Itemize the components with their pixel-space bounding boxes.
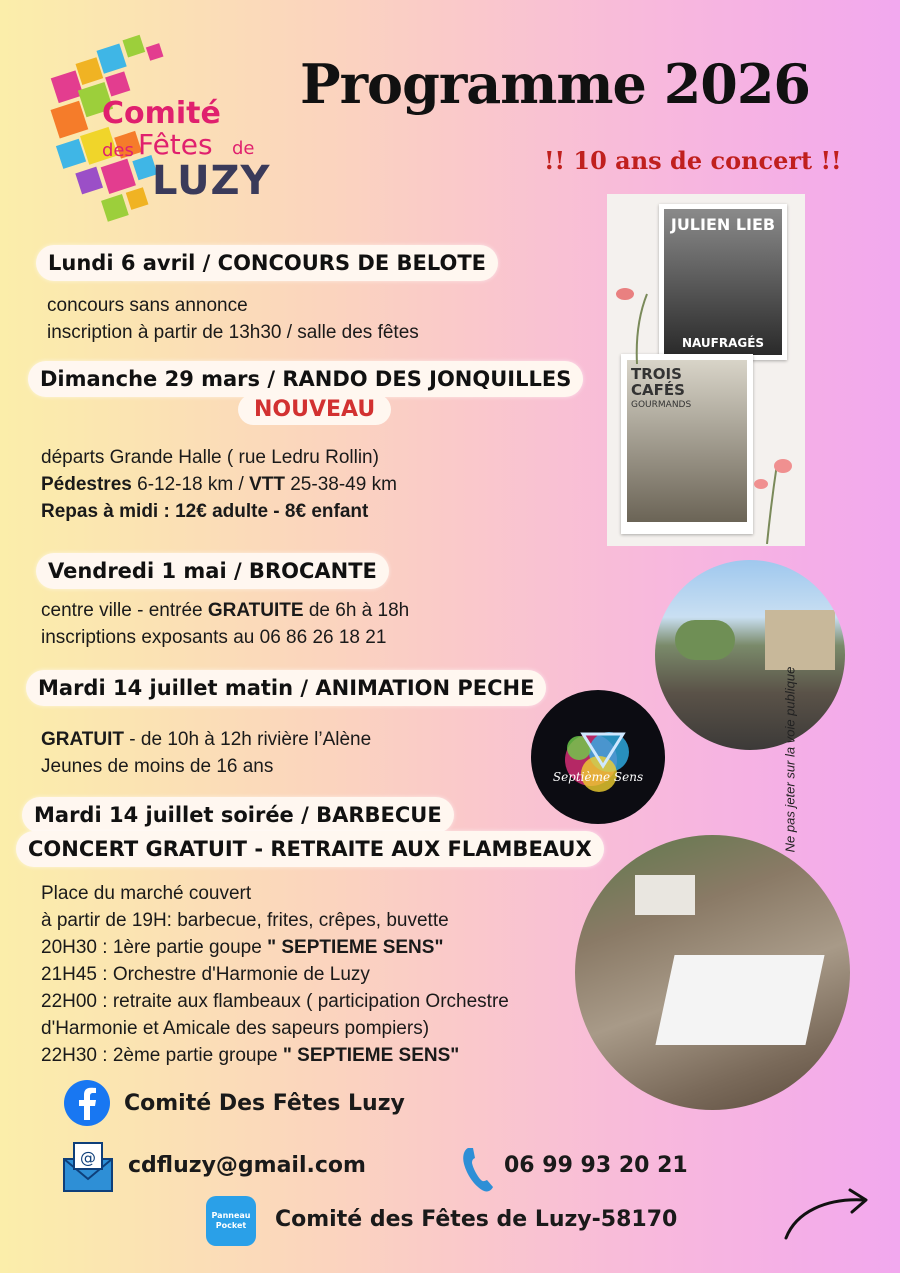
svg-text:@: @ (80, 1148, 96, 1167)
event-barbecue-details (41, 880, 509, 1069)
page-subtitle: !! 10 ans de concert !! (544, 146, 842, 175)
artist-name: JULIEN LIEB (670, 215, 776, 234)
julien-lieb-photo (659, 204, 787, 360)
event-barbecue-line-2: à partir de 19H: barbecue, frites, crêpes, buvette (41, 910, 449, 931)
logo-text-de: de (232, 138, 255, 159)
event-belote-line-2: inscription à partir de 13h30 / salle des fêtes (47, 322, 419, 343)
facebook-icon (64, 1080, 110, 1126)
album-name: NAUFRAGÉS (681, 336, 765, 350)
email-link[interactable]: cdfluzy@gmail.com (128, 1153, 366, 1178)
panneau-pocket-link[interactable]: Comité des Fêtes de Luzy-58170 (275, 1207, 678, 1232)
event-barbecue-line-4: 21H45 : Orchestre d'Harmonie de Luzy (41, 964, 370, 985)
brocante-photo (655, 560, 845, 750)
nouveau-badge: NOUVEAU (238, 394, 391, 425)
event-belote-details (47, 292, 419, 346)
event-peche-line-1: GRATUIT - de 10h à 12h rivière l’Alène (41, 729, 372, 750)
septieme-sens-text: Septième Sens (552, 770, 644, 784)
logo-text-comite: Comité (102, 96, 221, 131)
event-title-brocante: Vendredi 1 mai / BROCANTE (36, 553, 389, 589)
event-brocante-line-2: inscriptions exposants au 06 86 26 18 21 (41, 627, 387, 648)
event-title-rando: Dimanche 29 mars / RANDO DES JONQUILLES (28, 361, 583, 397)
event-barbecue-line-3: 20H30 : 1ère partie goupe " SEPTIEME SENS" (41, 937, 444, 958)
flower-icon-2 (747, 454, 807, 544)
email-icon (62, 1139, 114, 1195)
event-title-barbecue: Mardi 14 juillet soirée / BARBECUE (22, 797, 454, 833)
event-barbecue-line-7: 22H30 : 2ème partie groupe " SEPTIEME SENS" (41, 1045, 460, 1066)
event-belote-line-1: concours sans annonce (47, 295, 248, 316)
event-brocante-line-1: centre ville - entrée GRATUITE de 6h à 18h (41, 600, 410, 621)
trois-cafes-photo (621, 354, 753, 534)
barbecue-photo (575, 835, 850, 1110)
event-rando-details (41, 444, 397, 525)
flower-icon (607, 274, 667, 364)
logo-text-fetes: Fêtes (138, 128, 213, 161)
logo-text-des: des (102, 140, 134, 161)
event-rando-line-1: départs Grande Halle ( rue Ledru Rollin) (41, 447, 379, 468)
arrow-icon (778, 1180, 878, 1250)
event-barbecue-line-1: Place du marché couvert (41, 883, 252, 904)
band-name-1: TROIS CAFÉS (631, 365, 685, 399)
event-rando-line-2: Pédestres 6-12-18 km / VTT 25-38-49 km (41, 474, 397, 495)
event-barbecue-line-6: d'Harmonie et Amicale des sapeurs pompiers) (41, 1018, 430, 1039)
side-note: Ne pas jeter sur la voie publique (782, 666, 798, 853)
event-brocante-details (41, 597, 409, 651)
concert-poster-image (607, 194, 805, 546)
event-title-concert: CONCERT GRATUIT - RETRAITE AUX FLAMBEAUX (16, 831, 604, 867)
event-barbecue-line-5: 22H00 : retraite aux flambeaux ( participation Orchestre (41, 991, 509, 1012)
facebook-link[interactable]: Comité Des Fêtes Luzy (124, 1091, 405, 1116)
band-name-2: GOURMANDS (631, 400, 692, 410)
page-title: Programme 2026 (300, 52, 810, 116)
event-peche-details (41, 726, 371, 780)
panneau-pocket-icon (206, 1196, 256, 1246)
logo-text-luzy: LUZY (152, 158, 271, 204)
event-peche-line-2: Jeunes de moins de 16 ans (41, 756, 274, 777)
panneau-icon-label-2: Pocket (215, 1221, 247, 1230)
logo (40, 30, 280, 230)
event-title-belote: Lundi 6 avril / CONCOURS DE BELOTE (36, 245, 498, 281)
event-rando-line-3: Repas à midi : 12€ adulte - 8€ enfant (41, 501, 369, 522)
phone-icon (460, 1144, 494, 1194)
septieme-sens-logo (531, 690, 665, 824)
phone-number[interactable]: 06 99 93 20 21 (504, 1153, 688, 1178)
paint-splash-icon (531, 690, 665, 824)
panneau-icon-label-1: Panneau (211, 1211, 251, 1220)
event-title-peche: Mardi 14 juillet matin / ANIMATION PECHE (26, 670, 546, 706)
